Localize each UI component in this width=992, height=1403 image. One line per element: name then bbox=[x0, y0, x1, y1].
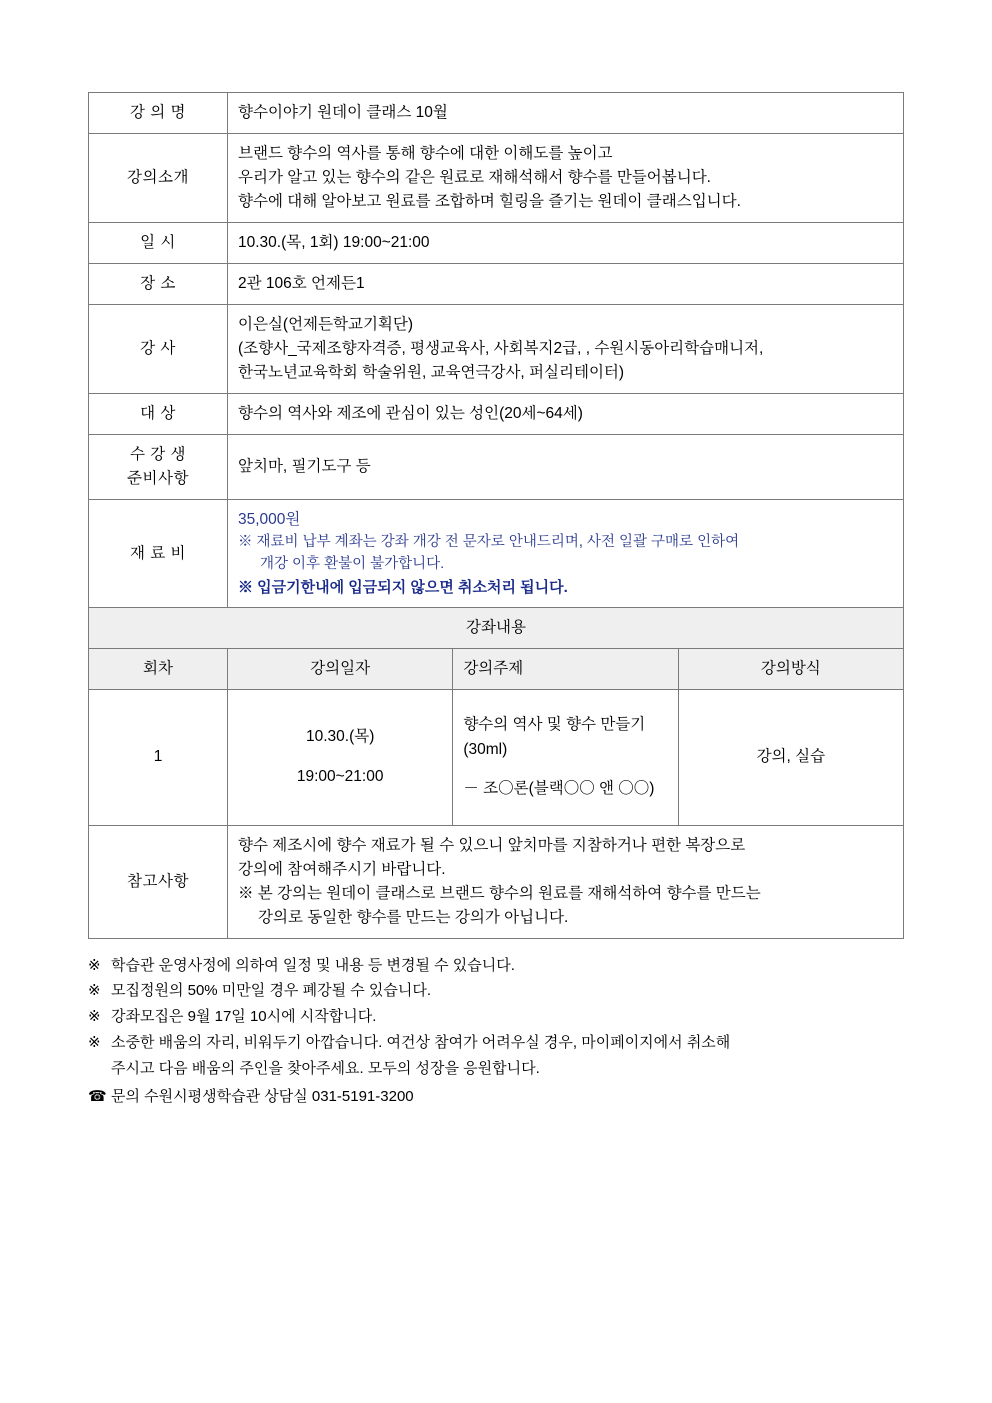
table-row-title bbox=[89, 93, 904, 134]
instructor-line-3: 한국노년교육학회 학술위원, 교육연극강사, 퍼실리테이터) bbox=[238, 364, 625, 382]
curriculum-section-title: 강좌내용 bbox=[89, 607, 904, 648]
row-label-target: 대 상 bbox=[89, 394, 228, 435]
intro-line-1: 브랜드 향수의 역사를 통해 향수에 대한 이해도를 높이고 bbox=[238, 145, 613, 163]
reference-line-2: 강의에 참여해주시기 바랍니다. bbox=[238, 860, 446, 878]
curriculum-row bbox=[89, 689, 904, 825]
table-row-reference bbox=[89, 825, 904, 938]
table-row-datetime bbox=[89, 223, 904, 264]
curriculum-cell-method: 강의, 실습 bbox=[678, 689, 903, 825]
footnote-item bbox=[88, 1030, 904, 1056]
footnote-mark-icon: ※ bbox=[88, 1033, 101, 1051]
footnote-text: 학습관 운영사정에 의하여 일정 및 내용 등 변경될 수 있습니다. bbox=[111, 956, 515, 974]
row-label-reference: 참고사항 bbox=[89, 825, 228, 938]
footnote-text: 모집정원의 50% 미만일 경우 폐강될 수 있습니다. bbox=[111, 982, 432, 1000]
curriculum-header-row bbox=[89, 648, 904, 689]
curriculum-topic-line-1: 향수의 역사 및 향수 만들기(30ml) bbox=[463, 716, 646, 758]
footnote-mark-icon: ※ bbox=[88, 1008, 101, 1026]
footnote-text: 소중한 배움의 자리, 비워두기 아깝습니다. 여건상 참여가 어려우실 경우, 마이페이지에서 취소해 bbox=[111, 1033, 731, 1051]
table-row-instructor bbox=[89, 305, 904, 394]
curriculum-date-line-2: 19:00~21:00 bbox=[296, 768, 384, 785]
table-row-target bbox=[89, 394, 904, 435]
row-value-instructor bbox=[228, 305, 904, 394]
row-label-intro: 강의소개 bbox=[89, 134, 228, 223]
contact-line bbox=[88, 1084, 904, 1110]
table-row-fee bbox=[89, 500, 904, 608]
curriculum-header-topic: 강의주제 bbox=[453, 648, 678, 689]
row-value-datetime: 10.30.(목, 1회) 19:00~21:00 bbox=[228, 223, 904, 264]
row-value-place: 2관 106호 언제든1 bbox=[228, 264, 904, 305]
table-body bbox=[89, 93, 904, 939]
curriculum-cell-date bbox=[228, 689, 453, 825]
course-info-table bbox=[88, 92, 904, 939]
fee-note-line-2: 개강 이후 환불이 불가합니다. bbox=[260, 555, 445, 572]
curriculum-date-line-1: 10.30.(목) bbox=[305, 728, 375, 746]
footnote-mark-icon: ※ bbox=[88, 982, 101, 1000]
contact-text: 문의 수원시평생학습관 상담실 031-5191-3200 bbox=[111, 1087, 414, 1105]
row-value-intro bbox=[228, 134, 904, 223]
footnote-item bbox=[88, 953, 904, 979]
curriculum-cell-topic bbox=[453, 689, 678, 825]
table-row-intro bbox=[89, 134, 904, 223]
row-value-reference bbox=[228, 825, 904, 938]
row-label-course-name: 강 의 명 bbox=[89, 93, 228, 134]
row-label-prepare: 수 강 생 준비사항 bbox=[89, 435, 228, 500]
row-value-course-name: 향수이야기 원데이 클래스 10월 bbox=[228, 93, 904, 134]
row-value-prepare: 앞치마, 필기도구 등 bbox=[228, 435, 904, 500]
fee-warning: ※ 입금기한내에 입금되지 않으면 취소처리 됩니다. bbox=[238, 578, 568, 596]
row-label-instructor: 강 사 bbox=[89, 305, 228, 394]
intro-line-3: 향수에 대해 알아보고 원료를 조합하며 힐링을 즐기는 원데이 클래스입니다. bbox=[238, 193, 741, 211]
curriculum-header-date: 강의일자 bbox=[228, 648, 453, 689]
footnotes bbox=[88, 953, 904, 1110]
fee-note-line-1: ※ 재료비 납부 계좌는 강좌 개강 전 문자로 안내드리며, 사전 일괄 구매로 인하여 bbox=[238, 534, 740, 551]
footnote-item bbox=[88, 978, 904, 1004]
reference-line-3: ※ 본 강의는 원데이 클래스로 브랜드 향수의 원료를 재해석하여 향수를 만드는 bbox=[238, 884, 761, 902]
curriculum-header-method: 강의방식 bbox=[678, 648, 903, 689]
instructor-line-1: 이은실(언제든학교기획단) bbox=[238, 316, 414, 334]
instructor-line-2: (조향사_국제조향자격증, 평생교육사, 사회복지2급, , 수원시동아리학습매니저, bbox=[238, 340, 764, 358]
row-label-fee: 재 료 비 bbox=[89, 500, 228, 608]
intro-line-2: 우리가 알고 있는 향수의 같은 원료로 재해석해서 향수를 만들어봅니다. bbox=[238, 169, 711, 187]
footnote-text: 강좌모집은 9월 17일 10시에 시작합니다. bbox=[111, 1008, 377, 1026]
row-value-target: 향수의 역사와 제조에 관심이 있는 성인(20세~64세) bbox=[228, 394, 904, 435]
reference-line-4: 강의로 동일한 향수를 만드는 강의가 아닙니다. bbox=[258, 908, 569, 926]
row-label-place: 장 소 bbox=[89, 264, 228, 305]
reference-line-1: 향수 제조시에 향수 재료가 될 수 있으니 앞치마를 지참하거나 편한 복장으로 bbox=[238, 836, 746, 854]
telephone-icon: ☎ bbox=[88, 1087, 107, 1105]
row-value-fee bbox=[228, 500, 904, 608]
table-row-prepare bbox=[89, 435, 904, 500]
curriculum-topic-line-2: － 조〇론(블랙〇〇 앤 〇〇) bbox=[463, 780, 655, 798]
row-label-datetime: 일 시 bbox=[89, 223, 228, 264]
footnote-item bbox=[88, 1004, 904, 1030]
footnote-text-continued: 주시고 다음 배움의 주인을 찾아주세요. 모두의 성장을 응원합니다. bbox=[111, 1059, 540, 1077]
table-row-curriculum-title bbox=[89, 607, 904, 648]
curriculum-cell-no: 1 bbox=[89, 689, 228, 825]
curriculum-header-no: 회차 bbox=[89, 648, 228, 689]
footnote-mark-icon: ※ bbox=[88, 956, 101, 974]
table-row-place bbox=[89, 264, 904, 305]
fee-amount: 35,000원 bbox=[238, 511, 301, 529]
